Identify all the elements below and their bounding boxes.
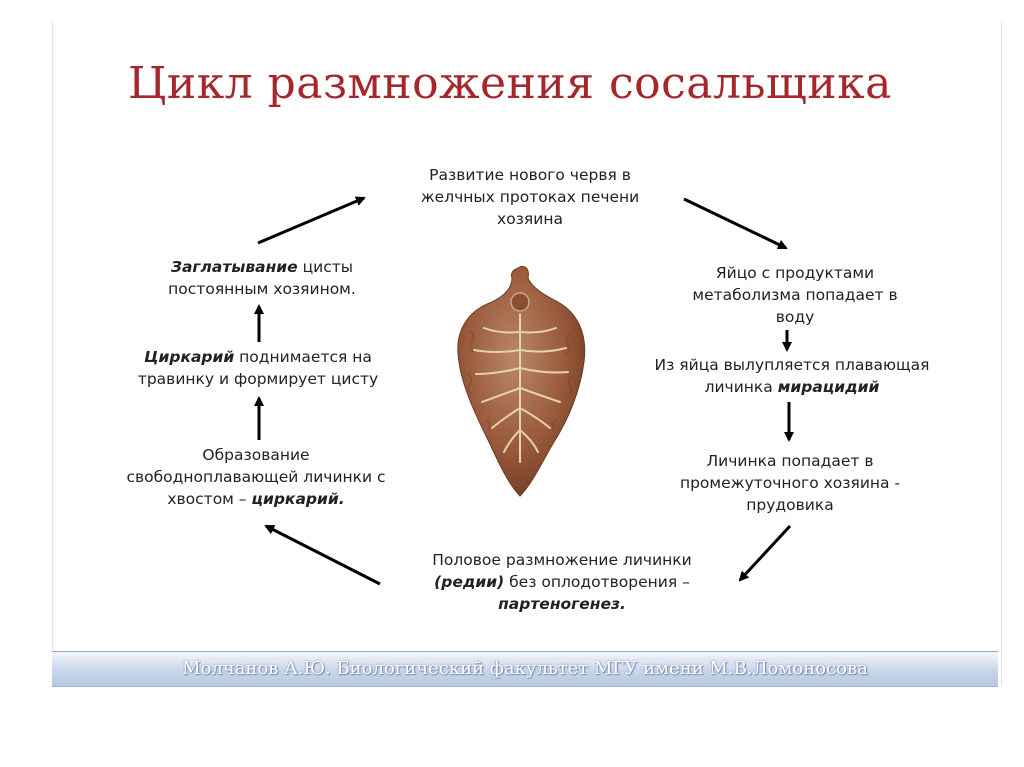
node-cercaria-formation-text: хвостом – (167, 490, 252, 508)
node-cercaria-term: циркарий. (251, 490, 345, 508)
node-redia-line1: Половое размножение личинки (432, 551, 692, 569)
node-snail-host-line2: промежуточного хозяина - (679, 474, 901, 492)
node-redia-term: (редии) (434, 573, 505, 591)
node-miracidium-text: личинка (704, 378, 778, 396)
node-cyst-formation-line2: травинку и формирует цисту (137, 370, 379, 388)
node-swallowing-text: цисты (297, 258, 354, 276)
arrow-to-top (258, 198, 364, 243)
node-parthenogenesis-term: партеногенез. (498, 595, 626, 613)
node-cyst-formation-text: поднимается на (234, 348, 372, 366)
node-snail-host-line3: прудовика (746, 496, 834, 514)
node-cyst-formation-term: Циркарий (144, 348, 235, 366)
node-new-worm-line3: хозяина (497, 210, 563, 228)
node-new-worm-line2: желчных протоках печени (420, 188, 640, 206)
footer-credit: Молчанов А.Ю. Биологический факультет МГУ имени М.В.Ломоносова (182, 658, 868, 679)
footer-band (52, 651, 998, 687)
node-miracidium-term: мирацидий (777, 378, 880, 396)
arrow-snail-to-redia (740, 526, 790, 580)
node-egg-line2: метаболизма попадает в (692, 286, 898, 304)
node-cercaria-formation-line2: свободноплавающей личинки с (126, 468, 386, 486)
node-miracidium-line1: Из яйца вылупляется плавающая (654, 356, 930, 374)
node-redia-text: без оплодотворения – (504, 573, 690, 591)
node-swallowing-line2: постоянным хозяином. (168, 280, 356, 298)
node-swallowing-term: Заглатывание (170, 258, 298, 276)
node-cercaria-formation-line1: Образование (202, 446, 310, 464)
node-egg-line3: воду (775, 308, 815, 326)
fluke-illustration (448, 262, 598, 500)
node-new-worm-line1: Развитие нового червя в (429, 166, 631, 184)
arrow-top-to-egg (684, 199, 786, 248)
node-snail-host-line1: Личинка попадает в (706, 452, 874, 470)
arrow-redia-to-cercaria (266, 526, 380, 584)
slide-title: Цикл размножения сосальщика (128, 58, 892, 109)
fluke-sucker (511, 293, 529, 311)
node-egg-line1: Яйцо с продуктами (715, 264, 875, 282)
